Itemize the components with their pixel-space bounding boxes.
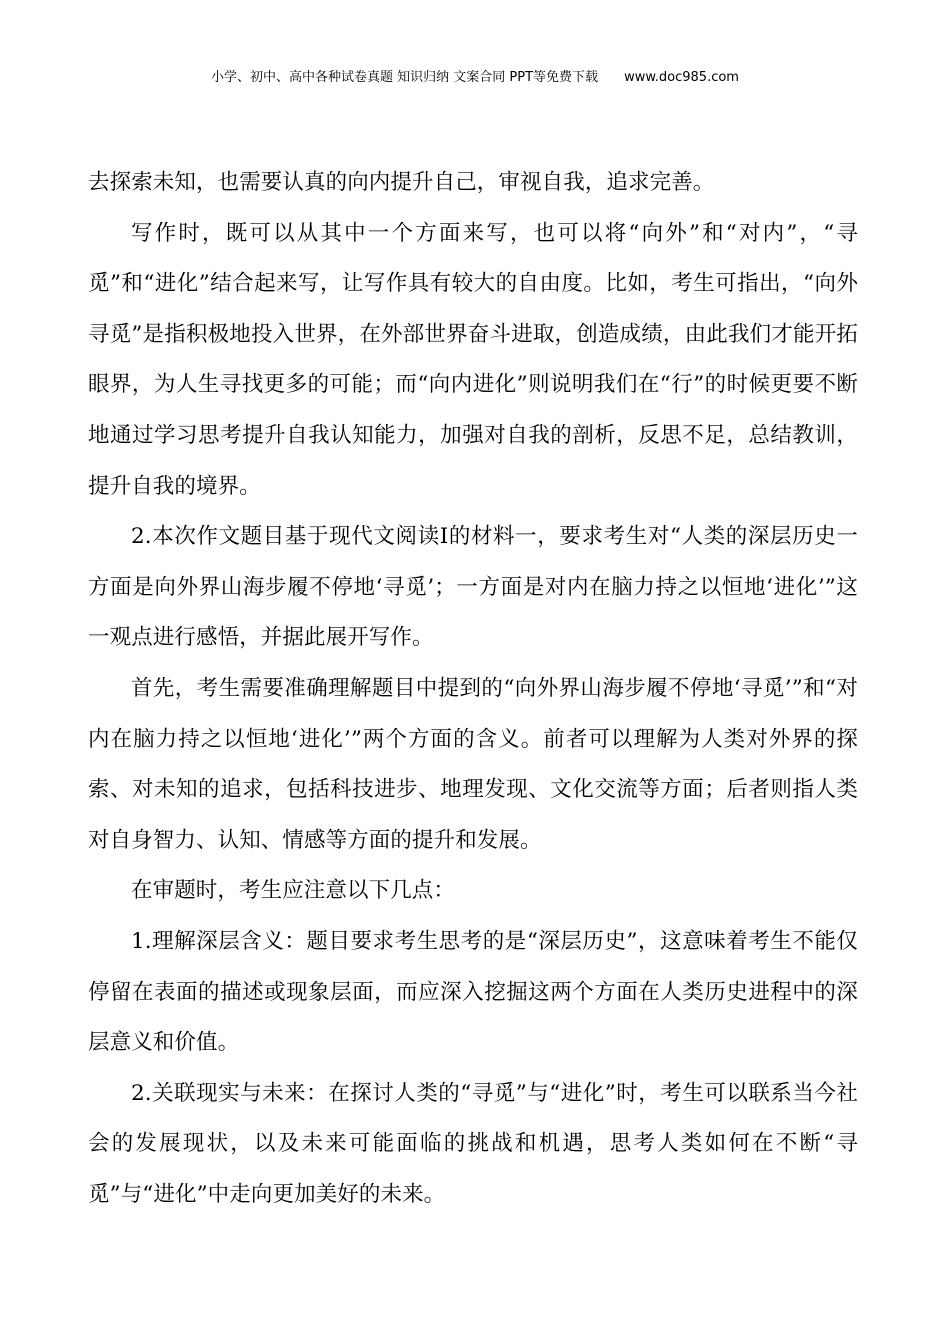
header-site-link[interactable]: www.doc985.com bbox=[624, 70, 739, 85]
paragraph-note-1: 1.理解深层含义：题目要求考生思考的是“深层历史”，这意味着考生不能仅停留在表面的描述或现象层面，而应深入挖掘这两个方面在人类历史进程中的深层意义和价值。 bbox=[88, 928, 858, 1056]
paragraph-continuation: 去探索未知，也需要认真的向内提升自己，审视自我，追求完善。 bbox=[88, 170, 715, 195]
paragraph-note-2: 2.关联现实与未来：在探讨人类的“寻觅”与“进化”时，考生可以联系当今社会的发展现状，以及未来可能面临的挑战和机遇，思考人类如何在不断“寻觅”与“进化”中走向更加美好的未来。 bbox=[88, 1080, 858, 1207]
paragraph-first-understanding: 首先，考生需要准确理解题目中提到的“向外界山海步履不停地‘寻觅’”和“对内在脑力持之以恒地‘进化’”两个方面的含义。前者可以理解为人类对外界的探索、对未知的追求，包括科技进步、地理发现、文化交流等方面；后者则指人类对自身智力、认知、情感等方面的提升和发展。 bbox=[88, 675, 858, 853]
header-tagline: 小学、初中、高中各种试卷真题 知识归纳 文案合同 PPT等免费下载 bbox=[211, 70, 599, 85]
paragraph-review-notes: 在审题时，考生应注意以下几点： bbox=[131, 878, 456, 904]
page-header bbox=[0, 66, 950, 90]
document-body bbox=[88, 158, 858, 1220]
paragraph-writing-approach: 写作时，既可以从其中一个方面来写，也可以将“向外”和“对内”，“寻觅”和“进化”结合起来写，让写作具有较大的自由度。比如，考生可指出，“向外寻觅”是指积极地投入世界，在外部世界奋斗进取，创造成绩，由此我们才能开拓眼界，为人生寻找更多的可能；而“向内进化”则说明我们在“行”的时候更要不断地通过学习思考提升自我认知能力，加强对自我的剖析，反思不足，总结教训，提升自我的境界。 bbox=[88, 220, 858, 499]
paragraph-point-2: 2.本次作文题目基于现代文阅读Ⅰ的材料一，要求考生对“人类的深层历史一方面是向外界山海步履不停地‘寻觅’；一方面是对内在脑力持之以恒地‘进化’”这一观点进行感悟，并据此展开写作。 bbox=[88, 524, 858, 651]
